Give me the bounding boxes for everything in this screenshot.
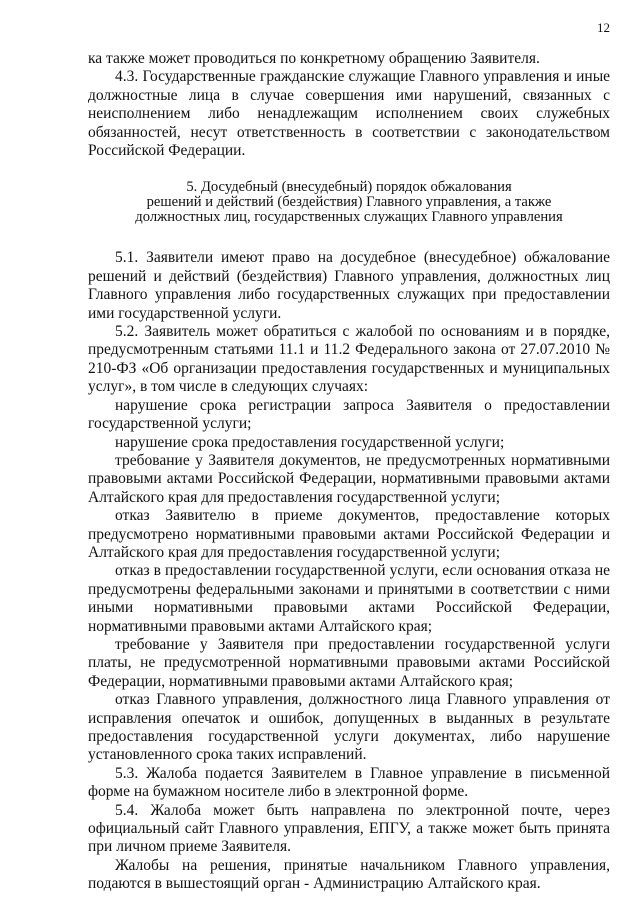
paragraph: 5.3. Жалоба подается Заявителем в Главное управление в письменной форме на бумажном носителе либо в электронной форме. [88,764,610,801]
paragraph: 5.2. Заявитель может обратиться с жалобой по основаниям и в порядке, предусмотренным статьями 11.1 и 11.2 Федерального закона от 27.07.2010 № 210-ФЗ «Об организации предоставления государственных и муниципальных услуг», в том числе в следующих случаях: [88,323,610,396]
page-number: 12 [597,20,610,35]
section-heading-line: решений и действий (бездействия) Главного управления, а также [146,194,552,211]
paragraph: отказ в предоставлении государственной услуги, если основания отказа не предусмотрены федеральными законами и принятыми в соответствии с ними иными нормативными правовыми актами Российской Федерации, нормативными правовыми актами Алтайского края; [88,562,610,635]
paragraph: нарушение срока предоставления государственной услуги; [115,433,505,451]
section-heading-line: 5. Досудебный (внесудебный) порядок обжалования [186,179,512,196]
paragraph: Жалобы на решения, принятые начальником Главного управления, подаются в вышестоящий орган - Администрацию Алтайского края. [88,856,610,893]
paragraph: отказ Главного управления, должностного лица Главного управления от исправления опечаток и ошибок, допущенных в выданных в результате предоставления государственной услуги документах, либо нарушение установленного срока таких исправлений. [88,691,610,764]
document-body [88,50,610,894]
paragraph: нарушение срока регистрации запроса Заявителя о предоставлении государственной услуги; [88,396,610,433]
paragraph: требование у Заявителя документов, не предусмотренных нормативными правовыми актами Российской Федерации, нормативными правовыми актами Алтайского края для предоставления государственной услуги; [88,451,610,506]
paragraph: 5.4. Жалоба может быть направлена по электронной почте, через официальный сайт Главного управления, ЕПГУ, а также может быть принята при личном приеме Заявителя. [88,801,610,856]
paragraph: ка также может проводиться по конкретному обращению Заявителя. [88,50,540,67]
paragraph: 5.1. Заявители имеют право на досудебное (внесудебное) обжалование решений и действий (бездействия) Главного управления, должностных лиц Главного управления либо государственных служащих при предоставлении ими государственной услуги. [88,249,610,322]
section-heading-line: должностных лиц, государственных служащих Главного управления [135,209,563,226]
section-heading [88,180,610,225]
paragraph: отказ Заявителю в приеме документов, предоставление которых предусмотрено нормативными правовыми актами Российской Федерации и Алтайского края для предоставления государственной услуги; [88,507,610,561]
paragraph: требование у Заявителя при предоставлении государственной услуги платы, не предусмотренной нормативными правовыми актами Российской Федерации, нормативными правовыми актами Алтайского края; [88,635,610,690]
paragraph: 4.3. Государственные гражданские служащие Главного управления и иные должностные лица в случае совершения ими нарушений, связанных с неисполнением либо ненадлежащим исполнением своих служебных обязанностей, несут ответственность в соответствии с законодательством Российской Федерации. [88,68,610,160]
